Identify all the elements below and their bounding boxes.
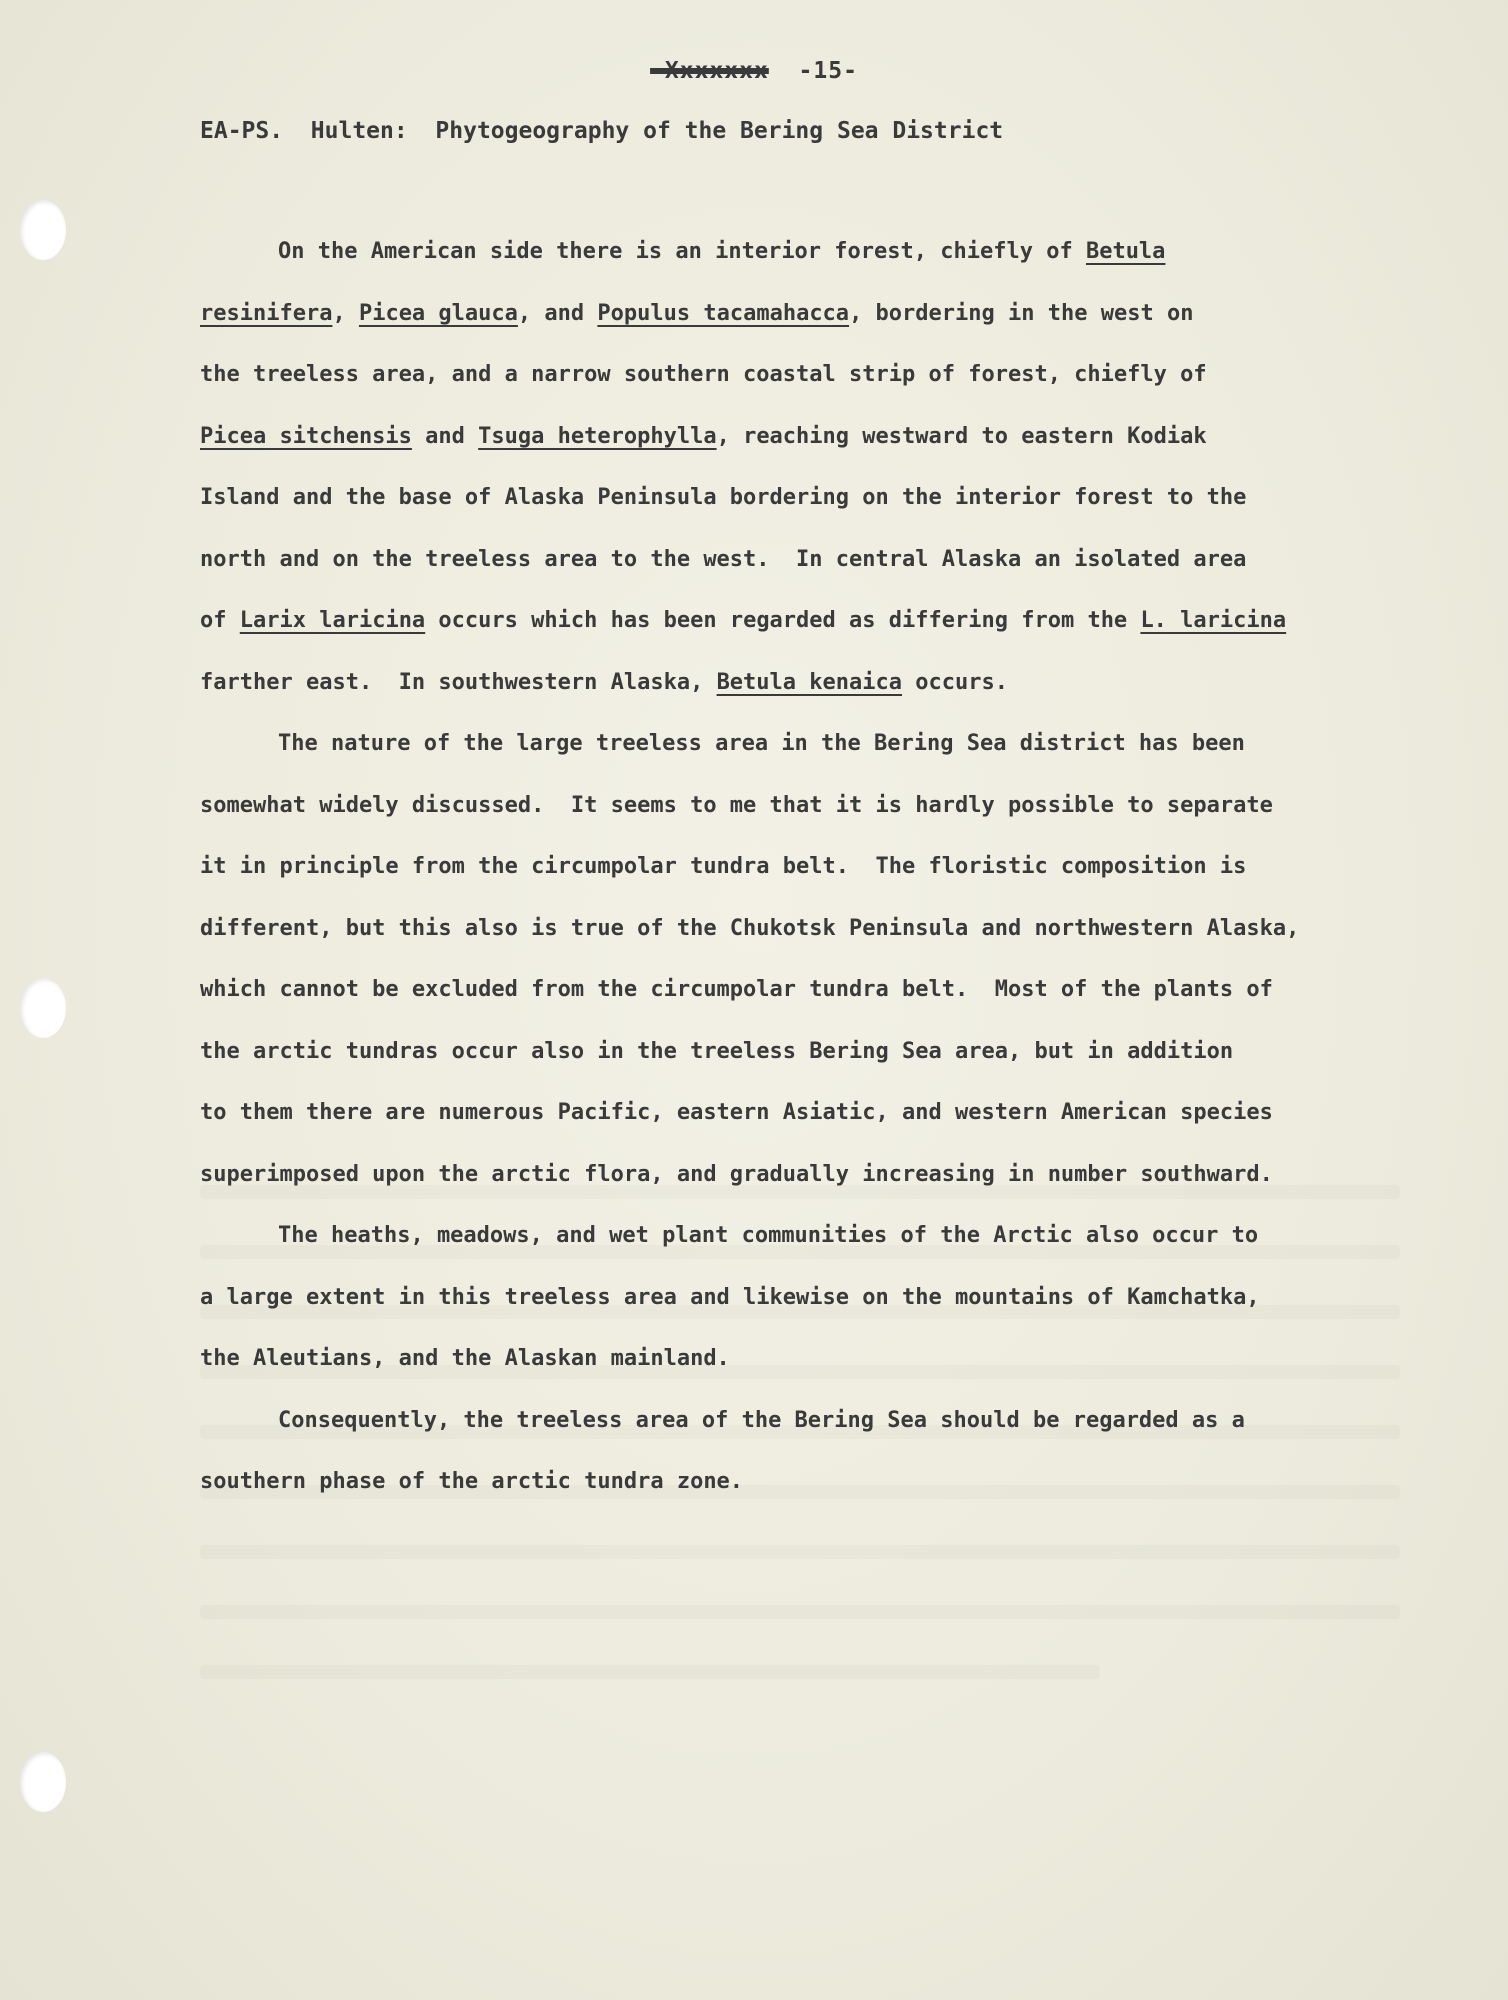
text-run: The heaths, meadows, and wet plant communities of the Arctic also occur to [278,1223,1259,1248]
text-run: the arctic tundras occur also in the treeless Bering Sea area, but in addition [200,1038,1234,1064]
punch-hole [20,1752,66,1812]
text-run: southern phase of the arctic tundra zone. [200,1469,744,1494]
text-line [278,238,1165,266]
text-run: and [411,423,479,449]
text-run: occurs. [902,669,1008,695]
document-header: EA-PS. Hulten: Phytogeography of the Bering Sea District [200,118,1004,144]
text-line [200,915,1299,943]
text-run: superimposed upon the arctic flora, and gradually increasing in number southward. [200,1161,1273,1187]
text-line [200,300,1193,328]
text-run: , and [517,300,598,326]
text-run: Island and the base of Alaska Peninsula bordering on the interior forest to the [200,485,1247,510]
text-line [200,1284,1260,1312]
text-run: occurs which has been regarded as differing from the [425,608,1141,633]
text-line [200,1099,1273,1127]
text-line [278,730,1245,758]
text-run: somewhat widely discussed. It seems to me that it is hardly possible to separate [200,792,1273,818]
underlined-taxon: L. laricina [1140,608,1287,633]
text-line [200,792,1273,820]
struck-page-number: -Xxxxxxx [650,58,769,84]
underlined-taxon: Populus tacamahacca [597,300,850,326]
underlined-taxon: resinifera [200,300,333,326]
text-run: Consequently, the treeless area of the Bering Sea should be regarded as a [278,1407,1245,1433]
text-line [200,546,1246,574]
page-number-value: -15- [798,58,858,84]
text-run: of [200,608,240,633]
underlined-taxon: Tsuga heterophylla [478,423,717,449]
text-line [200,669,1008,697]
underlined-taxon: Betula kenaica [716,669,902,695]
text-run: the treeless area, and a narrow southern coastal strip of forest, chiefly of [200,362,1207,387]
text-run: to them there are numerous Pacific, eastern Asiatic, and western American species [200,1100,1273,1125]
underlined-taxon: Picea glauca [358,300,518,326]
text-line [200,607,1286,635]
underlined-taxon: Larix laricina [239,608,426,633]
text-run: On the American side there is an interior forest, chiefly of [278,239,1086,264]
text-line [200,1468,743,1496]
punch-hole [20,978,66,1038]
text-line [200,1038,1233,1066]
underlined-taxon: Picea sitchensis [200,423,412,449]
text-line [200,1345,730,1373]
text-line [200,1161,1273,1189]
text-run: The nature of the large treeless area in the Bering Sea district has been [278,731,1245,756]
text-line [200,853,1246,881]
text-run: which cannot be excluded from the circumpolar tundra belt. Most of the plants of [200,977,1273,1002]
text-line [278,1222,1258,1250]
text-run: , [332,300,359,326]
text-line [200,361,1207,389]
underlined-taxon: Betula [1085,239,1166,264]
text-run: a large extent in this treeless area and likewise on the mountains of Kamchatka, [200,1284,1260,1310]
text-line [200,484,1246,512]
text-run: the Aleutians, and the Alaskan mainland. [200,1346,730,1371]
text-run: , bordering in the west on [849,300,1194,326]
page-number [0,58,1508,84]
text-run: it in principle from the circumpolar tundra belt. The floristic composition is [200,854,1247,879]
punch-hole [20,200,66,260]
text-line [200,976,1273,1004]
text-run: , reaching westward to eastern Kodiak [716,423,1207,449]
text-run: farther east. In southwestern Alaska, [200,669,717,695]
text-run: north and on the treeless area to the west. In central Alaska an isolated area [200,546,1247,572]
text-run: different, but this also is true of the Chukotsk Peninsula and northwestern Alaska, [200,915,1300,941]
text-line [278,1407,1245,1435]
text-line [200,423,1207,451]
